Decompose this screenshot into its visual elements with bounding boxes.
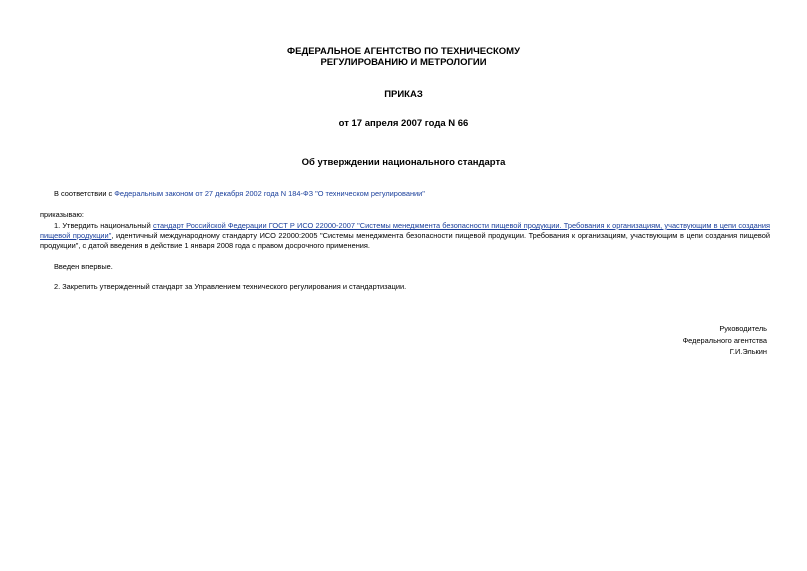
standard-link[interactable]: стандарт Российской Федерации ГОСТ Р ИСО 22000-2007 "Системы менеджмента безопасности пищевой продукции. Требования к организациям, участвующим в цепи создания пищевой продукции" bbox=[40, 221, 771, 240]
agency-name-line1: ФЕДЕРАЛЬНОЕ АГЕНТСТВО ПО ТЕХНИЧЕСКОМУ bbox=[287, 46, 520, 57]
agency-name-line2: РЕГУЛИРОВАНИЮ И МЕТРОЛОГИИ bbox=[320, 57, 487, 68]
document-subject: Об утверждении национального стандарта bbox=[301, 157, 506, 168]
item-1-suffix: , идентичный международному стандарту ИСО 22000:2005 "Системы менеджмента безопасности пищевой продукции. Требования к организациям, участвующим в цепи создания пищевой продукции", с датой введения в действие 1 января 2008 года с правом досрочного применения. bbox=[40, 231, 771, 250]
signature-position: Руководитель bbox=[719, 324, 767, 333]
federal-law-link[interactable]: Федеральным законом от 27 декабря 2002 года N 184-ФЗ "О техническом регулировании" bbox=[114, 189, 425, 198]
order-word: приказываю: bbox=[40, 210, 84, 219]
order-date: от 17 апреля 2007 года N 66 bbox=[338, 118, 469, 129]
signature-organization: Федерального агентства bbox=[682, 335, 767, 345]
intro-prefix: В соответствии с bbox=[54, 189, 115, 198]
item-2-paragraph: 2. Закрепить утвержденный стандарт за Управлением технического регулирования и стандартизации. bbox=[54, 282, 407, 291]
order-title: ПРИКАЗ bbox=[384, 89, 423, 100]
signature-name: Г.И.Элькин bbox=[729, 347, 767, 356]
first-time-note: Введен впервые. bbox=[54, 262, 113, 271]
item-1-paragraph bbox=[40, 221, 770, 251]
signature-block bbox=[683, 323, 767, 358]
item-1-prefix: 1. Утвердить национальный bbox=[54, 221, 153, 230]
intro-paragraph bbox=[40, 189, 770, 199]
agency-name bbox=[0, 46, 807, 68]
